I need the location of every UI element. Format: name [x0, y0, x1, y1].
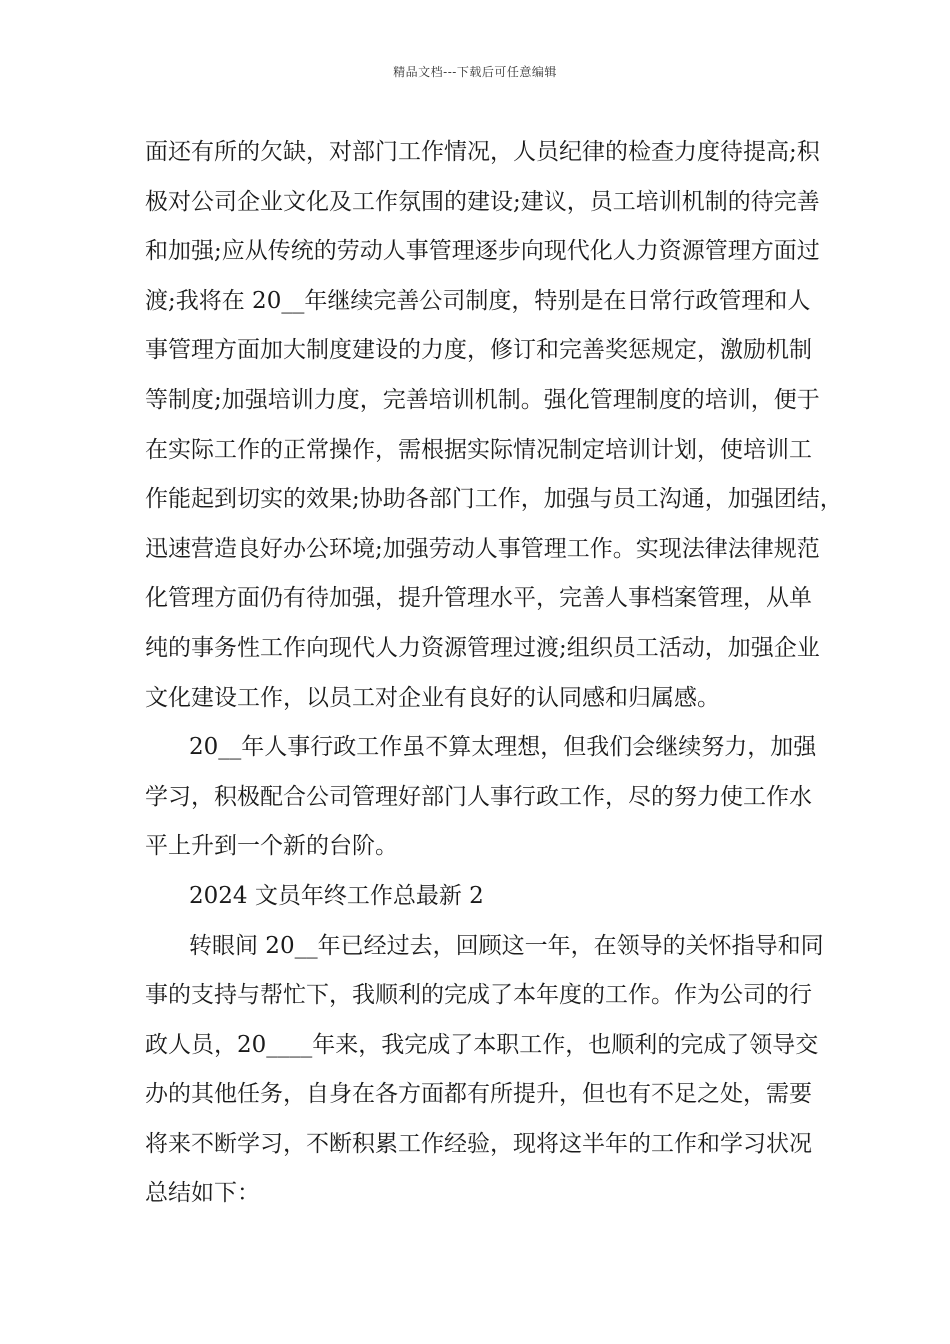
body-line: 渡;我将在 20__年继续完善公司制度，特别是在日常行政管理和人: [145, 287, 811, 314]
body-line: 政人员，20____年来，我完成了本职工作，也顺利的完成了领导交: [145, 1031, 819, 1058]
body-line: 将来不断学习，不断积累工作经验，现将这半年的工作和学习状况: [145, 1130, 812, 1157]
body-line: 和加强;应从传统的劳动人事管理逐步向现代化人力资源管理方面过: [145, 238, 820, 265]
body-line: 面还有所的欠缺，对部门工作情况，人员纪律的检查力度待提高;积: [145, 139, 820, 165]
body-line: 平上升到一个新的台阶。: [145, 833, 398, 860]
body-line: 化管理方面仍有待加强，提升管理水平，完善人事档案管理，从单: [145, 585, 812, 612]
body-line: 作能起到切实的效果;协助各部门工作，加强与员工沟通，加强团结，: [145, 486, 843, 513]
body-line: 纯的事务性工作向现代人力资源管理过渡;组织员工活动，加强企业: [145, 634, 820, 661]
body-line: 等制度;加强培训力度，完善培训机制。强化管理制度的培训，便于: [145, 386, 820, 413]
paragraph-start-line: 20__年人事行政工作虽不算太理想，但我们会继续努力，加强: [189, 734, 817, 761]
body-line: 迅速营造良好办公环境;加强劳动人事管理工作。实现法律法律规范: [145, 535, 820, 562]
document-body: [145, 128, 843, 1219]
body-line: 极对公司企业文化及工作氛围的建设;建议，员工培训机制的待完善: [145, 188, 820, 215]
body-line: 办的其他任务，自身在各方面都有所提升，但也有不足之处，需要: [145, 1081, 812, 1108]
section-heading: 2024 文员年终工作总最新 2: [189, 882, 484, 909]
body-line: 事的支持与帮忙下，我顺利的完成了本年度的工作。作为公司的行: [145, 982, 812, 1009]
page-header: 精品文档---下载后可任意编辑: [393, 65, 557, 79]
body-line: 总结如下：: [145, 1180, 260, 1207]
body-line: 学习，积极配合公司管理好部门人事行政工作，尽的努力使工作水: [145, 783, 812, 810]
body-line: 事管理方面加大制度建设的力度，修订和完善奖惩规定，激励机制: [145, 337, 812, 364]
paragraph-start-line: 转眼间 20__年已经过去，回顾这一年，在领导的关怀指导和同: [189, 932, 824, 959]
body-line: 文化建设工作，以员工对企业有良好的认同感和归属感。: [145, 684, 720, 711]
body-line: 在实际工作的正常操作，需根据实际情况制定培训计划，使培训工: [145, 436, 812, 463]
